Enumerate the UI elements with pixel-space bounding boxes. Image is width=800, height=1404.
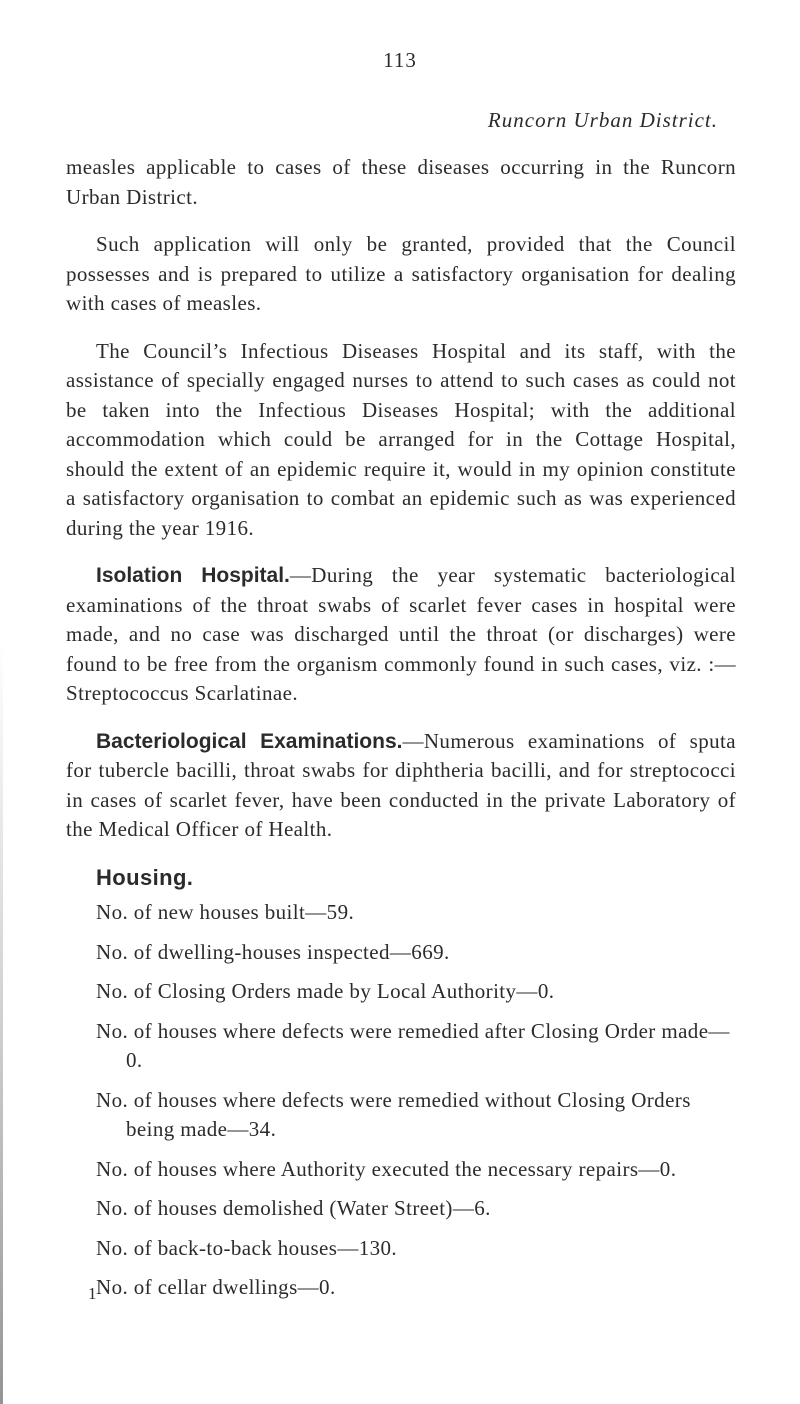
housing-item-closing-orders: No. of Closing Orders made by Local Authority—0.	[96, 979, 555, 1003]
housing-item-cellar-dwellings: No. of cellar dwellings—0.	[96, 1275, 336, 1299]
housing-item-inspected: No. of dwelling-houses inspected—669.	[96, 939, 450, 964]
bacteriological-examinations-text: —Numerous examinations of sputa for tubercle bacilli, throat swabs for diphtheria bacilli, and for streptococci in cases of scarlet fever, have been conducted in the private Laboratory of the Medical Officer of Health.	[66, 728, 736, 841]
signature-mark: 1	[88, 1284, 97, 1303]
running-head: Runcorn Urban District.	[487, 108, 718, 132]
paragraph-measles-continued: measles applicable to cases of these diseases occurring in the Runcorn Urban District.	[66, 155, 736, 209]
binding-edge-shadow	[0, 640, 3, 1404]
housing-list	[66, 898, 736, 1303]
body-text	[66, 153, 736, 1313]
paragraph-bacteriological-examinations	[66, 727, 736, 845]
paragraph-application: Such application will only be granted, provided that the Council possesses and is prepared to utilize a satisfactory organisation for dealing with cases of measles.	[66, 232, 736, 315]
housing-item-new-houses: No. of new houses built—59.	[96, 900, 355, 924]
housing-heading: Housing.	[96, 864, 194, 890]
housing-item-back-to-back: No. of back-to-back houses—130.	[96, 1235, 398, 1260]
housing-item-remedied-after-closing: No. of houses where defects were remedied after Closing Order made—0.	[96, 1018, 730, 1072]
page-number: 113	[383, 48, 417, 72]
housing-item-remedied-without-closing: No. of houses where defects were remedied without Closing Orders being made—34.	[96, 1087, 691, 1141]
housing-item-authority-repairs: No. of houses where Authority executed the necessary repairs—0.	[96, 1156, 677, 1181]
isolation-hospital-text: —During the year systematic bacteriological examinations of the throat swabs of scarlet fever cases in hospital were made, and no case was discharged until the throat (or discharges) were found to be free from the organism commonly found in such cases, viz. :—Streptococcus Scarlatinae.	[66, 563, 736, 705]
bacteriological-examinations-heading: Bacteriological Examinations.	[96, 729, 403, 753]
paragraph-isolation-hospital	[66, 561, 736, 709]
housing-item-demolished: No. of houses demolished (Water Street)—6.	[96, 1196, 491, 1220]
isolation-hospital-heading: Isolation Hospital.	[96, 564, 290, 587]
paragraph-organisation: The Council’s Infectious Diseases Hospital and its staff, with the assistance of specially engaged nurses to attend to such cases as could not be taken into the Infectious Diseases Hospital; with the additional accommodation which could be arranged for in the Cottage Hospital, should the extent of an epidemic require it, would in my opinion constitute a satisfactory organisation to combat an epidemic such as was experienced during the year 1916.	[66, 338, 736, 540]
